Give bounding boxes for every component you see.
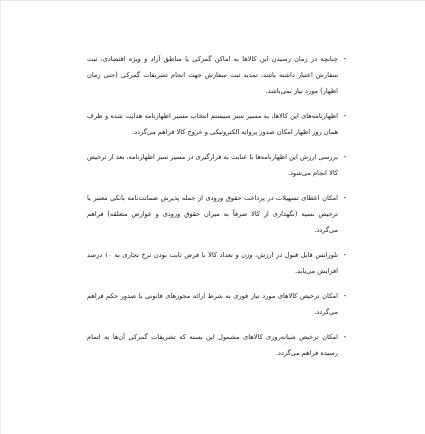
list-bullet: - (343, 193, 347, 202)
list-item (87, 288, 349, 320)
list-item (87, 247, 349, 279)
list-item (87, 51, 349, 99)
list-bullet: - (343, 250, 347, 259)
document-body (87, 51, 349, 370)
list-bullet: - (343, 54, 347, 63)
list-item (87, 190, 349, 238)
list-item-text: چنانچه در زمان رسیدن این کالاها به اماکن گمرکی یا مناطق آزاد و ویژه اقتصادی، ثبت سفارش اعتبار داشته باشد، تمدید ثبت سفارش جهت انجام تشریفات گمرکی (حتی زمان اظهار) مورد نیاز نمی‌باشد. (87, 55, 338, 95)
list-item (87, 329, 349, 361)
list-item-text: اظهارنامه‌های این کالاها، به مسیر سبز سیستم انتخاب مسیر اظهارنامه هدایت شده و ظرف همان روز اظهار امکان صدور پروانه الکترونیکی و خروج کالا فراهم می‌گردد. (87, 112, 338, 136)
list-item-text: امکان اعطای تسهیلات در پرداخت حقوق ورودی از جمله پذیرش ضمانت‌نامه بانکی معتبر یا ترخیص نسیه (نگهداری از کالا صرفاً به میزان حقوق ورودی و عوارض متعلقه) فراهم می‌گردد. (87, 194, 338, 234)
list-item-text: تلورانس قابل قبول در ارزش، وزن و تعداد کالا با فرض ثابت بودن نرخ تجاری به ۱۰ درصد افزایش می‌یابد. (87, 251, 339, 275)
list-item (87, 149, 349, 181)
list-bullet: - (343, 291, 347, 300)
list-item-text: بررسی ارزش این اظهارنامه‌ها با عنایت به قرارگیری در مسیر سبز اظهارنامه، بعد از ترخیص کالا انجام می‌شود. (87, 153, 338, 177)
list-bullet: - (343, 332, 347, 341)
list-item (87, 108, 349, 140)
list-item-text: امکان ترخیص کالاهای مورد نیاز فوری به شرط ارائه مجوزهای قانونی با صدور حکم فراهم می‌گردد. (87, 292, 338, 316)
list-item-text: امکان ترخیص شبانه‌روزی کالاهای مشمول این بسته که تشریفات گمرکی آن‌ها به اتمام رسیده فراهم می‌گردد. (87, 333, 338, 357)
list-bullet: - (343, 111, 347, 120)
list-bullet: - (343, 152, 347, 161)
